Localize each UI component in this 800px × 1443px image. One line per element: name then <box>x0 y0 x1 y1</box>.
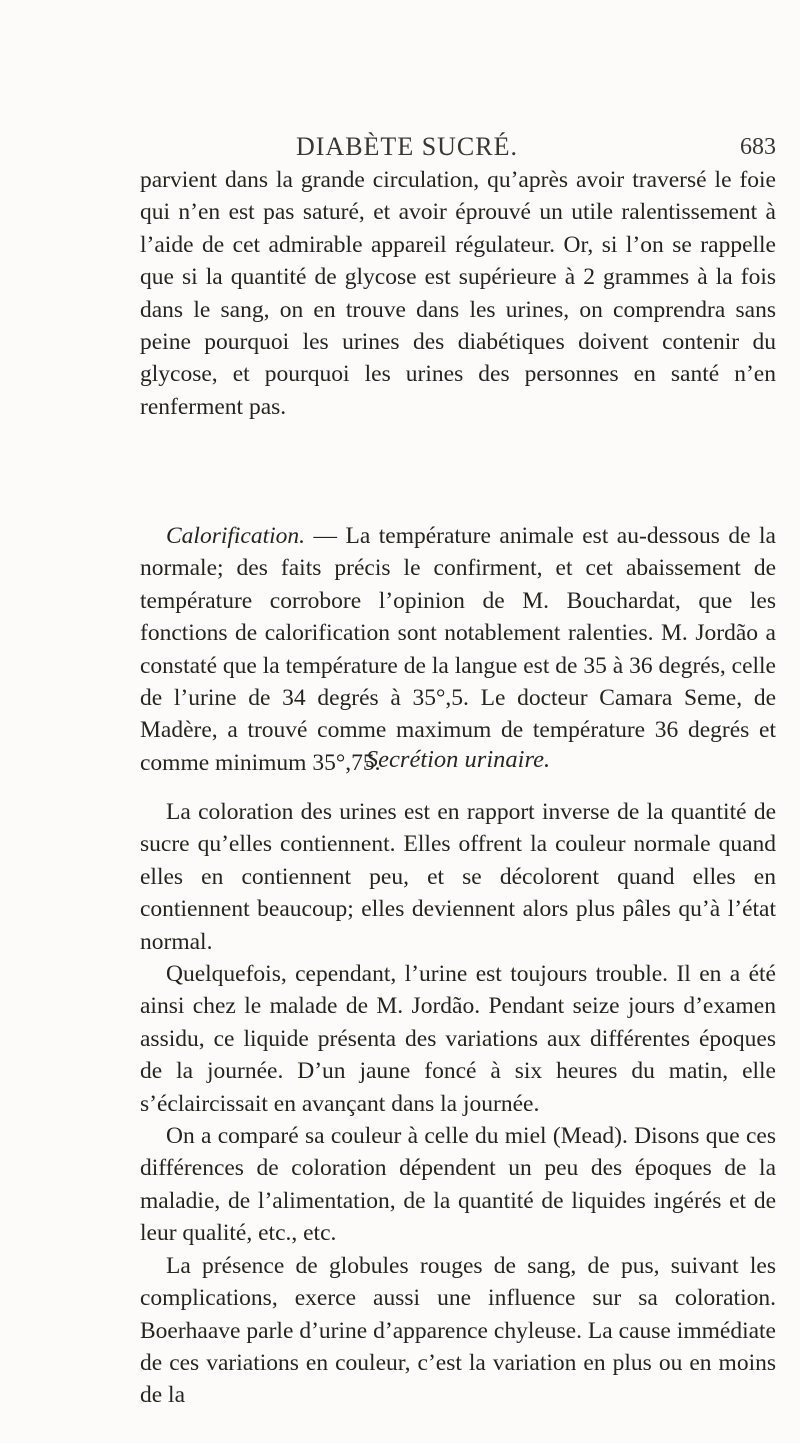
paragraph-coloration: La coloration des urines est en rapport inverse de la quantité de sucre qu’elles contiennent. Elles offrent la couleur normale quand elles en contiennent peu, et se décolorent quand elles en contiennent beaucoup; elles deviennent alors plus pâles qu’à l’état normal. <box>140 799 776 955</box>
calorification-text: — La température animale est au-dessous de la normale; des faits précis le confirment, et cet abaissement de température corrobore l’opinion de M. Bouchardat, que les fonctions de calorification sont notablement ralenties. M. Jordão a constaté que la température de la langue est de 35 à 36 degrés, celle de l’urine de 34 degrés à 35°,5. Le docteur Camara Seme, de Madère, a trouvé comme maximum de température 36 degrés et comme minimum 35°,75. <box>140 523 776 776</box>
section-title: Secrétion urinaire. <box>365 746 551 773</box>
running-title: DIABÈTE SUCRÉ. <box>296 132 518 161</box>
text-block-upper <box>140 164 776 423</box>
paragraph-continuation: parvient dans la grande circulation, qu’après avoir traversé le foie qui n’en est pas saturé, et avoir éprouvé un utile ralentissement à l’aide de cet admirable appareil régulateur. Or, si l’on se rappelle que si la quantité de glycose est supérieure à 2 grammes à la fois dans le sang, on en trouve dans les urines, on comprendra sans peine pourquoi les urines des diabétiques doivent contenir du glycose, et pourquoi les urines des personnes en santé n’en renferment pas. <box>140 167 776 420</box>
text-block-calorification <box>140 520 776 779</box>
paragraph-trouble: Quelquefois, cependant, l’urine est toujours trouble. Il en a été ainsi chez le malade de M. Jordão. Pendant seize jours d’examen assidu, ce liquide présenta des variations aux différentes époques de la journée. D’un jaune foncé à six heures du matin, elle s’éclaircissait en avançant dans la journée. <box>140 961 776 1117</box>
text-block-secretion <box>140 796 776 1412</box>
calorification-heading: Calorification. <box>166 523 306 549</box>
paragraph-globules: La présence de globules rouges de sang, de pus, suivant les complications, exerce aussi une influence sur sa coloration. Boerhaave parle d’urine d’apparence chyleuse. La cause immédiate de ces variations en couleur, c’est la variation en plus ou en moins de la <box>140 1252 776 1409</box>
paragraph-calorification <box>140 520 776 779</box>
paragraph-miel: On a comparé sa couleur à celle du miel (Mead). Disons que ces différences de coloration dépendent un peu des époques de la maladie, de l’alimentation, de la quantité de liquides ingérés et de leur qualité, etc., etc. <box>140 1123 776 1247</box>
page-number: 683 <box>740 134 776 160</box>
